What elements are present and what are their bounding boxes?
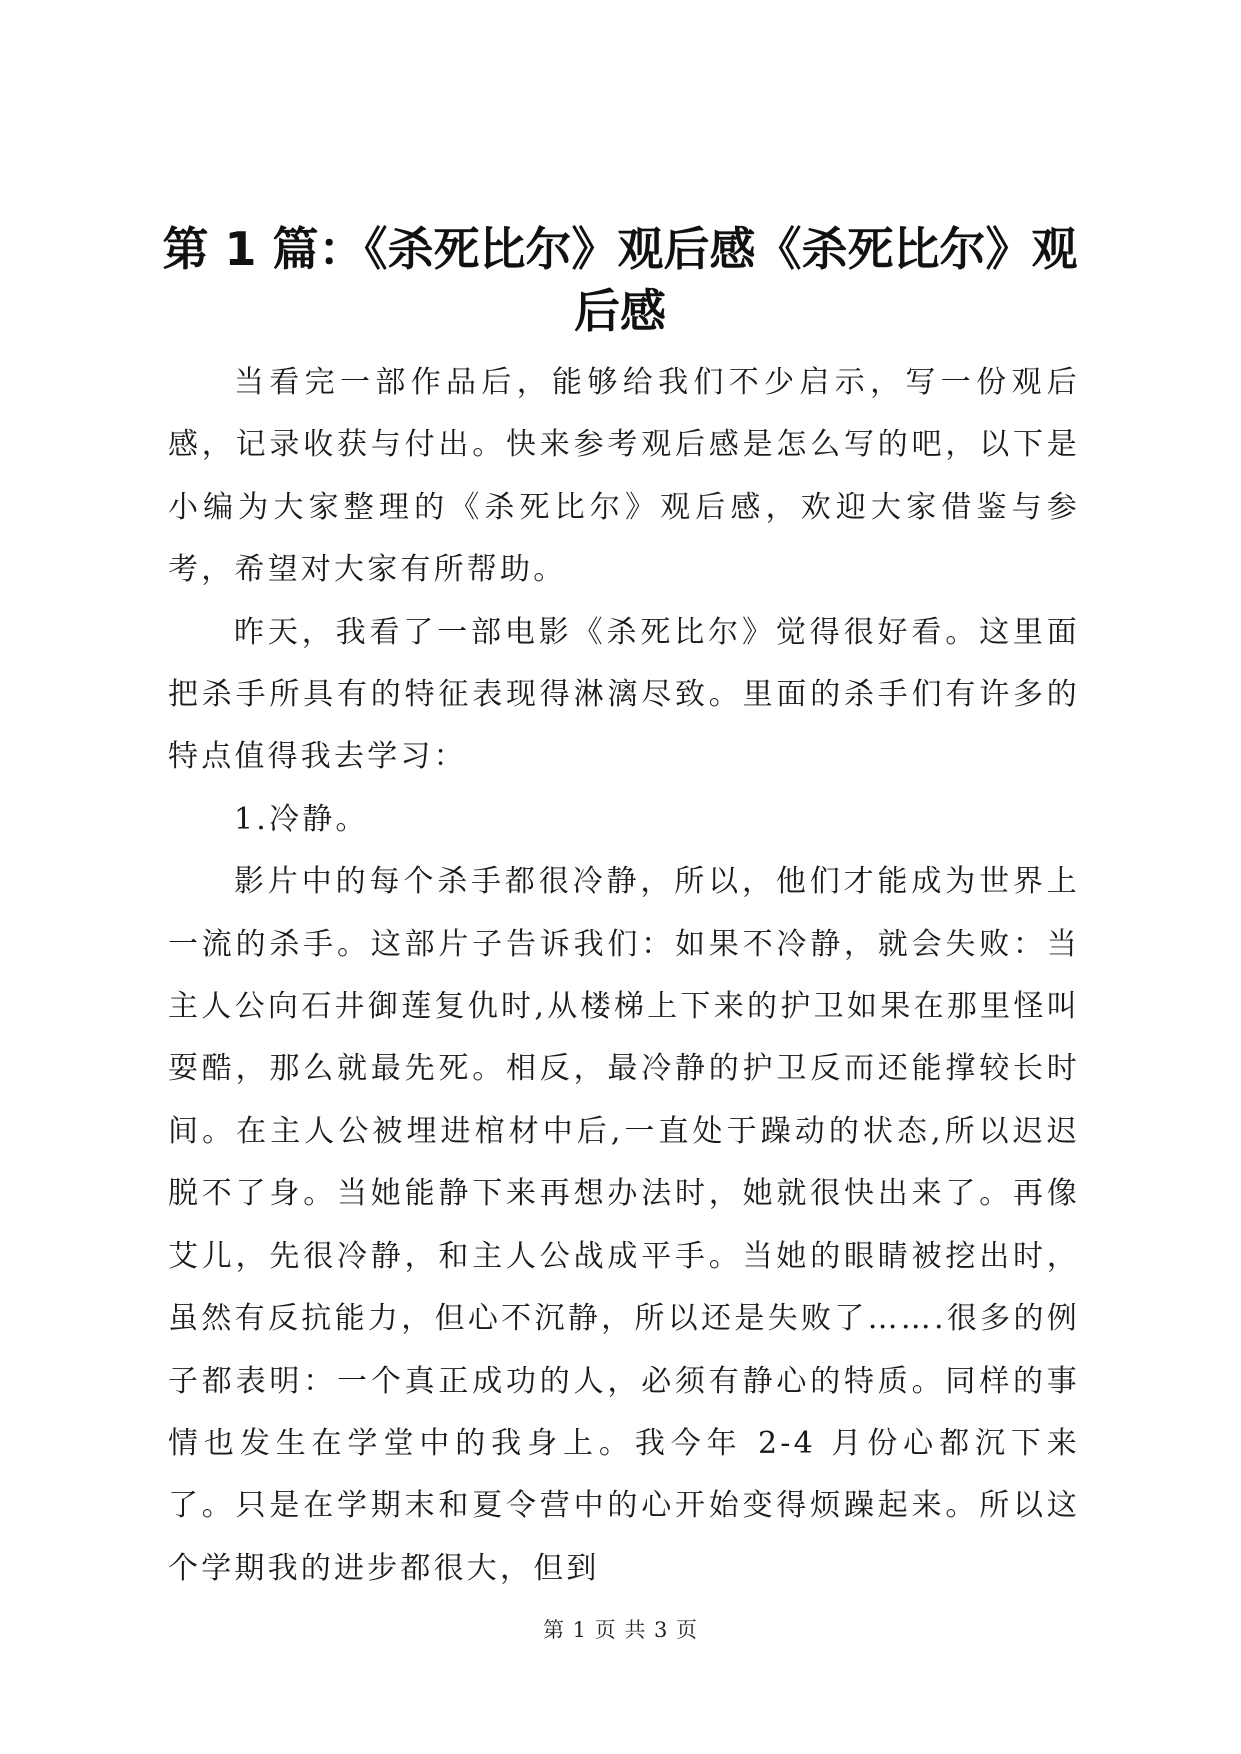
document-body <box>168 352 1080 1600</box>
paragraph-intro: 当看完一部作品后，能够给我们不少启示，写一份观后感，记录收获与付出。快来参考观后感是怎么写的吧，以下是小编为大家整理的《杀死比尔》观后感，欢迎大家借鉴与参考，希望对大家有所帮助。 <box>168 365 1080 588</box>
paragraph-yesterday: 昨天，我看了一部电影《杀死比尔》觉得很好看。这里面把杀手所具有的特征表现得淋漓尽致。里面的杀手们有许多的特点值得我去学习： <box>168 614 1080 775</box>
page-number-footer: 第 1 页 共 3 页 <box>542 1618 699 1642</box>
paragraph-calm-detail: 影片中的每个杀手都很冷静，所以，他们才能成为世界上一流的杀手。这部片子告诉我们：如果不冷静，就会失败：当主人公向石井御莲复仇时,从楼梯上下来的护卫如果在那里怪叫耍酷，那么就最先死。相反，最冷静的护卫反而还能撑较长时间。在主人公被埋进棺材中后,一直处于躁动的状态,所以迟迟脱不了身。当她能静下来再想办法时，她就很快出来了。再像艾儿，先很冷静，和主人公战成平手。当她的眼睛被挖出时，虽然有反抗能力，但心不沉静，所以还是失败了…….很多的例子都表明：一个真正成功的人，必须有静心的特质。同样的事情也发生在学堂中的我身上。我今年 2-4 月份心都沉下来了。只是在学期末和夏令营中的心开始变得烦躁起来。所以这个学期我的进步都很大，但到 <box>168 864 1080 1586</box>
document-title: 第 1 篇：《杀死比尔》观后感《杀死比尔》观后感 <box>162 222 1078 338</box>
paragraph-point-calm: 1.冷静。 <box>234 801 369 837</box>
